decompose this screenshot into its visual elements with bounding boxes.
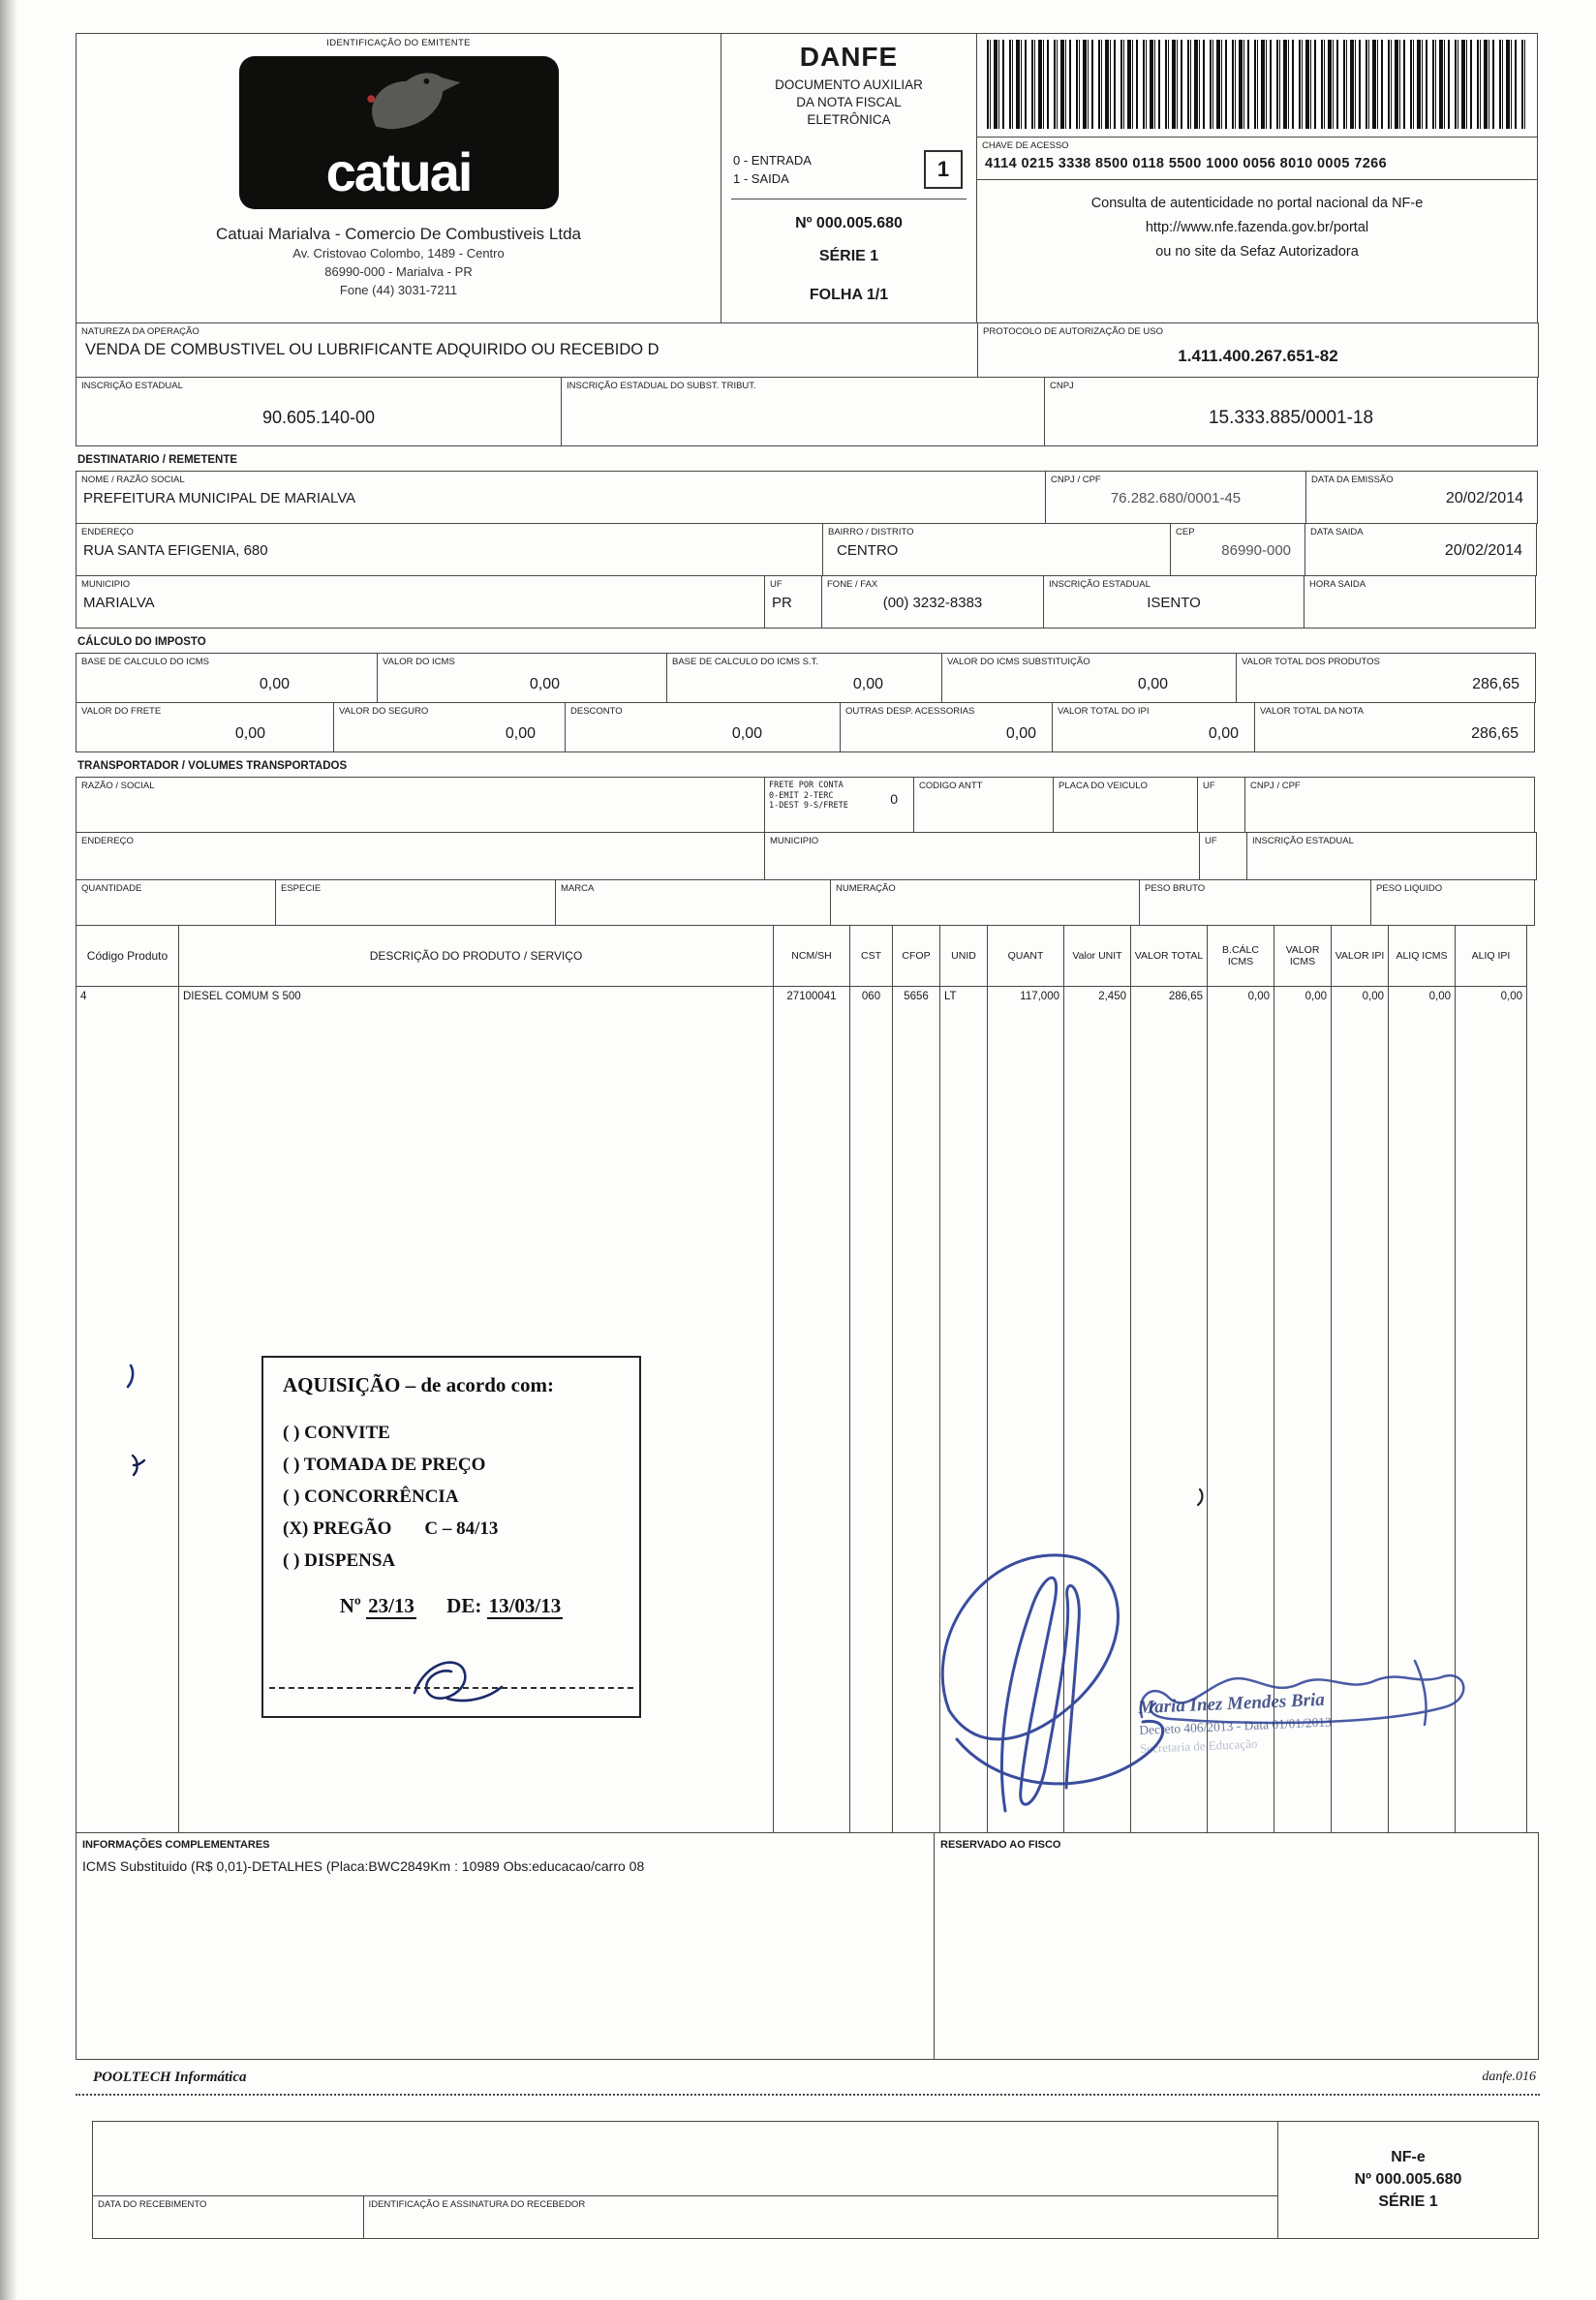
col-header-valor-unit: Valor UNIT xyxy=(1063,925,1131,987)
nfe-serie: SÉRIE 1 xyxy=(818,248,879,264)
natureza-operacao-cell xyxy=(76,322,978,378)
valor-total-nota-cell xyxy=(1254,702,1535,752)
transportador-endereco-label: ENDEREÇO xyxy=(81,836,134,846)
destinatario-endereco-cell xyxy=(76,523,823,576)
barcode xyxy=(987,40,1527,129)
transportador-row2 xyxy=(76,832,1540,880)
produto-valor-unit: 2,450 xyxy=(1063,986,1131,1833)
produto-unid: LT xyxy=(939,986,988,1833)
transportador-razao-value xyxy=(77,791,764,797)
cnpj-emitente-value: 15.333.885/0001-18 xyxy=(1208,408,1374,428)
transportador-ie-label: INSCRIÇÃO ESTADUAL xyxy=(1252,836,1354,846)
outras-despesas-label: OUTRAS DESP. ACESSORIAS xyxy=(845,706,975,717)
natureza-label: NATUREZA DA OPERAÇÃO xyxy=(81,326,200,337)
peso-bruto-cell xyxy=(1139,879,1371,926)
base-calculo-st-cell xyxy=(666,653,942,703)
inscricao-estadual-label: INSCRIÇÃO ESTADUAL xyxy=(81,381,183,391)
bairro-value: CENTRO xyxy=(837,542,899,559)
stamp-option-dispensa: ( ) DISPENSA xyxy=(283,1550,396,1571)
destinatario-ie-value: ISENTO xyxy=(1147,595,1201,611)
emitente-address: Av. Cristovao Colombo, 1489 - Centro xyxy=(292,246,505,261)
transportador-ie-cell xyxy=(1246,832,1537,880)
reservado-fisco-cell xyxy=(934,1832,1539,2060)
data-saida-value: 20/02/2014 xyxy=(1444,542,1522,559)
catuai-logo xyxy=(239,56,559,209)
stub-bottom-row xyxy=(93,2195,1277,2238)
produto-bcalc-icms: 0,00 xyxy=(1207,986,1274,1833)
protocolo-value: 1.411.400.267.651-82 xyxy=(1178,347,1338,365)
protocolo-cell xyxy=(977,322,1539,378)
aquisicao-stamp-title: AQUISIÇÃO – de acordo com: xyxy=(283,1373,554,1396)
valor-total-nota-value: 286,65 xyxy=(1471,725,1519,742)
col-header-cfop: CFOP xyxy=(892,925,940,987)
data-emissao-label: DATA DA EMISSÃO xyxy=(1311,475,1394,485)
base-calculo-icms-value: 0,00 xyxy=(259,676,290,692)
desconto-value: 0,00 xyxy=(731,725,762,742)
reservado-fisco-label: RESERVADO AO FISCO xyxy=(940,1839,1061,1851)
entrada-saida-block xyxy=(731,150,967,199)
stamp-numero-value: 23/13 xyxy=(368,1594,414,1617)
data-saida-cell xyxy=(1304,523,1537,576)
entrada-label: 0 - ENTRADA xyxy=(733,153,812,168)
saida-label: 1 - SAIDA xyxy=(733,171,789,186)
destinatario-endereco-label: ENDEREÇO xyxy=(81,527,134,537)
transportador-uf2-value xyxy=(1200,846,1246,852)
stub-nfe-box xyxy=(1277,2121,1539,2239)
valor-total-nota-label: VALOR TOTAL DA NOTA xyxy=(1260,706,1364,717)
stub-left-box xyxy=(92,2121,1278,2239)
marca-label: MARCA xyxy=(561,883,595,894)
natureza-value: VENDA DE COMBUSTIVEL OU LUBRIFICANTE ADQUIRIDO OU RECEBIDO D xyxy=(85,341,660,358)
especie-label: ESPECIE xyxy=(281,883,322,894)
inscricao-subst-cell xyxy=(561,377,1045,446)
software-credit: POOLTECH Informática xyxy=(93,2070,247,2085)
numeracao-cell xyxy=(830,879,1140,926)
col-header-descricao: DESCRIÇÃO DO PRODUTO / SERVIÇO xyxy=(178,925,774,987)
col-header-cst: CST xyxy=(849,925,893,987)
quantidade-cell xyxy=(76,879,276,926)
municipio-value: MARIALVA xyxy=(83,595,155,611)
assinatura-recebedor-cell xyxy=(364,2196,1277,2238)
bairro-label: BAIRRO / DISTRITO xyxy=(828,527,914,537)
danfe-title-box xyxy=(721,33,977,323)
col-header-unid: UNID xyxy=(939,925,988,987)
valor-total-ipi-label: VALOR TOTAL DO IPI xyxy=(1058,706,1150,717)
produto-ncm: 27100041 xyxy=(773,986,850,1833)
stub-nfe-serie: SÉRIE 1 xyxy=(1378,2193,1438,2210)
produto-quant: 117,000 xyxy=(987,986,1064,1833)
produto-aliq-icms: 0,00 xyxy=(1388,986,1456,1833)
valor-icms-value: 0,00 xyxy=(529,676,560,692)
inscricao-estadual-value: 90.605.140-00 xyxy=(261,408,376,427)
produto-valor-ipi: 0,00 xyxy=(1331,986,1389,1833)
col-header-valor-total: VALOR TOTAL xyxy=(1130,925,1208,987)
numeracao-value xyxy=(831,894,1139,900)
peso-liquido-label: PESO LIQUIDO xyxy=(1376,883,1443,894)
nfe-portal-url: http://www.nfe.fazenda.gov.br/portal xyxy=(1145,220,1369,235)
col-header-quant: QUANT xyxy=(987,925,1064,987)
transportador-municipio-cell xyxy=(764,832,1200,880)
transportador-ie-value xyxy=(1247,846,1536,852)
peso-bruto-value xyxy=(1140,894,1370,900)
placa-veiculo-label: PLACA DO VEICULO xyxy=(1059,781,1148,791)
peso-liquido-value xyxy=(1371,894,1534,900)
data-emissao-value: 20/02/2014 xyxy=(1445,490,1523,506)
scan-edge-artifact xyxy=(0,0,17,2300)
valor-icms-cell xyxy=(377,653,667,703)
destinatario-cnpj-cell xyxy=(1045,471,1306,524)
base-calculo-icms-cell xyxy=(76,653,378,703)
valor-total-ipi-cell xyxy=(1052,702,1255,752)
transportador-razao-cell xyxy=(76,777,765,833)
data-saida-label: DATA SAIDA xyxy=(1310,527,1364,537)
danfe-title: DANFE xyxy=(799,42,899,72)
stub-blank-area xyxy=(93,2122,1277,2195)
col-header-aliq-icms: ALIQ ICMS xyxy=(1388,925,1456,987)
transportador-uf2-label: UF xyxy=(1205,836,1217,846)
transportador-row3 xyxy=(76,879,1540,926)
emitente-phone: Fone (44) 3031-7211 xyxy=(339,283,458,297)
marca-cell xyxy=(555,879,831,926)
stamp-initials-signature xyxy=(387,1650,513,1710)
valor-total-produtos-value: 286,65 xyxy=(1472,676,1519,692)
transportador-uf1-cell xyxy=(1197,777,1245,833)
tipo-operacao-box: 1 xyxy=(924,150,963,189)
fone-cell xyxy=(821,575,1044,629)
chave-acesso-value: 4114 0215 3338 8500 0118 5500 1000 0056 8010 0005 7266 xyxy=(985,156,1388,171)
imposto-row1 xyxy=(76,653,1540,703)
valor-total-ipi-value: 0,00 xyxy=(1208,725,1239,742)
data-recebimento-cell xyxy=(93,2196,364,2238)
produto-valor-total: 286,65 xyxy=(1130,986,1208,1833)
stamp-option-convite: ( ) CONVITE xyxy=(283,1423,390,1443)
destinatario-row1 xyxy=(76,471,1540,524)
produto-cfop: 5656 xyxy=(892,986,940,1833)
data-emissao-cell xyxy=(1305,471,1538,524)
col-header-valor-icms: VALOR ICMS xyxy=(1274,925,1332,987)
logo-wordmark: catuai xyxy=(325,141,472,202)
transportador-municipio-label: MUNICIPIO xyxy=(770,836,819,846)
frete-label-line3: 1-DEST 9-S/FRETE xyxy=(769,801,848,811)
base-calculo-st-label: BASE DE CALCULO DO ICMS S.T. xyxy=(672,657,818,667)
transportador-endereco-cell xyxy=(76,832,765,880)
inscricao-subst-label: INSCRIÇÃO ESTADUAL DO SUBST. TRIBUT. xyxy=(567,381,756,391)
transportador-municipio-value xyxy=(765,846,1199,852)
carimbo-nome: Maria Inez Mendes Bria xyxy=(1137,1689,1326,1719)
danfe-subtitle-line2: DA NOTA FISCAL xyxy=(796,95,902,109)
produto-valor-icms: 0,00 xyxy=(1274,986,1332,1833)
informacoes-row xyxy=(76,1832,1540,2060)
transportador-uf2-cell xyxy=(1199,832,1247,880)
valor-frete-cell xyxy=(76,702,334,752)
cnpj-emitente-label: CNPJ xyxy=(1050,381,1074,391)
informacoes-complementares-text: ICMS Substituido (R$ 0,01)-DETALHES (Placa:BWC2849Km : 10989 Obs:educacao/carro 08 xyxy=(82,1858,645,1874)
stub-nfe-title: NF-e xyxy=(1391,2149,1426,2165)
fone-label: FONE / FAX xyxy=(827,579,878,590)
uf-label: UF xyxy=(770,579,783,590)
layout-code: danfe.016 xyxy=(1482,2070,1536,2084)
cep-cell xyxy=(1170,523,1305,576)
transportador-row1 xyxy=(76,777,1540,833)
valor-total-produtos-cell xyxy=(1236,653,1536,703)
col-header-bcalc-icms: B.CÁLC ICMS xyxy=(1207,925,1274,987)
destinatario-ie-cell xyxy=(1043,575,1304,629)
emitente-box xyxy=(76,33,721,323)
assinatura-recebedor-label: IDENTIFICAÇÃO E ASSINATURA DO RECEBEDOR xyxy=(368,2199,586,2210)
pregao-numero: C – 84/13 xyxy=(424,1518,499,1539)
consulta-line1: Consulta de autenticidade no portal nacional da NF-e xyxy=(1090,196,1424,211)
peso-liquido-cell xyxy=(1370,879,1535,926)
frete-por-conta-value: 0 xyxy=(890,791,898,807)
frete-por-conta-cell xyxy=(764,777,914,833)
inscricao-estadual-cell xyxy=(76,377,562,446)
stamp-option-tomada-preco: ( ) TOMADA DE PREÇO xyxy=(283,1455,486,1475)
destinatario-nome-value: PREFEITURA MUNICIPAL DE MARIALVA xyxy=(83,490,356,506)
fone-value: (00) 3232-8383 xyxy=(882,595,983,611)
carimbo-decreto: Decreto 406/2013 - Data 01/01/2013 xyxy=(1138,1714,1333,1738)
nfe-numero: Nº 000.005.680 xyxy=(795,215,903,231)
outras-despesas-value: 0,00 xyxy=(1005,725,1036,742)
valor-frete-value: 0,00 xyxy=(234,725,265,742)
desconto-label: DESCONTO xyxy=(570,706,623,717)
inscricao-subst-value xyxy=(562,405,1044,411)
destinatario-nome-cell xyxy=(76,471,1046,524)
destinatario-section-title: DESTINATARIO / REMETENTE xyxy=(77,454,238,466)
print-credits xyxy=(76,2070,1540,2086)
frete-label-line1: FRETE POR CONTA xyxy=(769,781,844,790)
header-row xyxy=(76,33,1540,323)
valor-icms-subst-value: 0,00 xyxy=(1137,676,1168,692)
col-header-aliq-ipi: ALIQ IPI xyxy=(1455,925,1527,987)
produtos-header-row xyxy=(76,925,1540,987)
uf-value: PR xyxy=(772,595,792,611)
marca-value xyxy=(556,894,830,900)
hora-saida-label: HORA SAIDA xyxy=(1309,579,1366,590)
imposto-section-title: CÁLCULO DO IMPOSTO xyxy=(77,636,206,648)
transportador-endereco-value xyxy=(77,846,764,852)
destinatario-ie-label: INSCRIÇÃO ESTADUAL xyxy=(1049,579,1151,590)
hora-saida-cell xyxy=(1304,575,1536,629)
cep-label: CEP xyxy=(1176,527,1195,537)
hora-saida-value xyxy=(1304,590,1535,596)
destinatario-row3 xyxy=(76,575,1540,629)
chave-acesso-box xyxy=(977,137,1537,180)
danfe-subtitle-line3: ELETRÔNICA xyxy=(807,112,891,127)
produto-aliq-ipi: 0,00 xyxy=(1455,986,1527,1833)
natureza-row xyxy=(76,322,1540,378)
numeracao-label: NUMERAÇÃO xyxy=(836,883,896,894)
danfe-document xyxy=(76,33,1540,2239)
emitente-name: Catuai Marialva - Comercio De Combustiveis Ltda xyxy=(216,225,581,243)
municipio-label: MUNICIPIO xyxy=(81,579,131,590)
especie-value xyxy=(276,894,555,900)
col-header-ncm: NCM/SH xyxy=(773,925,850,987)
transportador-cnpj-value xyxy=(1245,791,1534,797)
destinatario-nome-label: NOME / RAZÃO SOCIAL xyxy=(81,475,185,485)
transportador-section-title: TRANSPORTADOR / VOLUMES TRANSPORTADOS xyxy=(77,760,348,772)
emitente-box-label: IDENTIFICAÇÃO DO EMITENTE xyxy=(326,38,471,48)
informacoes-complementares-cell xyxy=(76,1832,935,2060)
especie-cell xyxy=(275,879,556,926)
protocolo-label: PROTOCOLO DE AUTORIZAÇÃO DE USO xyxy=(983,326,1163,337)
emitente-city: 86990-000 - Marialva - PR xyxy=(324,264,473,279)
barcode-area xyxy=(977,34,1537,137)
aquisicao-stamp-box xyxy=(261,1356,641,1718)
base-calculo-icms-label: BASE DE CALCULO DO ICMS xyxy=(81,657,209,667)
valor-icms-subst-label: VALOR DO ICMS SUBSTITUIÇÃO xyxy=(947,657,1090,667)
data-recebimento-label: DATA DO RECEBIMENTO xyxy=(98,2199,207,2210)
destinatario-cnpj-label: CNPJ / CPF xyxy=(1051,475,1101,485)
transportador-razao-label: RAZÃO / SOCIAL xyxy=(81,781,155,791)
nfe-folha: FOLHA 1/1 xyxy=(809,287,889,303)
codigo-antt-value xyxy=(914,791,1053,797)
informacoes-complementares-label: INFORMAÇÕES COMPLEMENTARES xyxy=(82,1839,270,1851)
chave-acesso-label: CHAVE DE ACESSO xyxy=(982,140,1069,151)
carimbo-secretaria: Secretaria de Educação xyxy=(1139,1735,1258,1757)
stamp-data-value: 13/03/13 xyxy=(488,1594,562,1617)
quantidade-label: QUANTIDADE xyxy=(81,883,142,894)
produto-codigo: 4 xyxy=(76,986,179,1833)
transportador-cnpj-cell xyxy=(1244,777,1535,833)
inscricoes-row xyxy=(76,377,1540,446)
codigo-antt-label: CODIGO ANTT xyxy=(919,781,983,791)
base-calculo-st-value: 0,00 xyxy=(852,676,883,692)
municipio-cell xyxy=(76,575,765,629)
produto-descricao: DIESEL COMUM S 500 xyxy=(178,986,774,1833)
codigo-antt-cell xyxy=(913,777,1054,833)
produto-cst: 060 xyxy=(849,986,893,1833)
chave-acesso-column xyxy=(976,33,1538,323)
transportador-uf1-label: UF xyxy=(1203,781,1215,791)
col-header-valor-ipi: VALOR IPI xyxy=(1331,925,1389,987)
valor-icms-label: VALOR DO ICMS xyxy=(383,657,455,667)
col-header-codigo: Código Produto xyxy=(76,925,179,987)
stamp-numero-data-line: Nº 23/13 DE: 13/03/13 xyxy=(339,1594,562,1617)
produtos-body-area xyxy=(76,986,1540,1833)
valor-frete-label: VALOR DO FRETE xyxy=(81,706,162,717)
imposto-row2 xyxy=(76,702,1540,752)
placa-veiculo-value xyxy=(1054,791,1197,797)
danfe-subtitle xyxy=(731,77,967,129)
destinatario-endereco-value: RUA SANTA EFIGENIA, 680 xyxy=(83,542,268,559)
danfe-subtitle-line1: DOCUMENTO AUXILIAR xyxy=(775,77,923,92)
valor-seguro-cell xyxy=(333,702,566,752)
destinatario-row2 xyxy=(76,523,1540,576)
cep-value: 86990-000 xyxy=(1221,542,1291,559)
bairro-cell xyxy=(822,523,1171,576)
valor-total-produtos-label: VALOR TOTAL DOS PRODUTOS xyxy=(1242,657,1380,667)
valor-seguro-label: VALOR DO SEGURO xyxy=(339,706,429,717)
destinatario-cnpj-value: 76.282.680/0001-45 xyxy=(1110,490,1242,506)
toucan-bird-icon xyxy=(341,66,467,139)
consulta-autenticidade xyxy=(977,180,1537,264)
cut-line xyxy=(76,2094,1540,2096)
uf-cell xyxy=(764,575,822,629)
stub-nfe-numero: Nº 000.005.680 xyxy=(1354,2171,1462,2188)
entrada-saida-labels xyxy=(733,151,812,188)
placa-veiculo-cell xyxy=(1053,777,1198,833)
stamp-option-pregao: (X) PREGÃO C – 84/13 xyxy=(283,1518,499,1539)
receipt-stub xyxy=(76,2121,1540,2239)
stamp-option-concorrencia: ( ) CONCORRÊNCIA xyxy=(283,1487,459,1507)
valor-seguro-value: 0,00 xyxy=(505,725,536,742)
consulta-line3: ou no site da Sefaz Autorizadora xyxy=(1155,244,1359,260)
cnpj-emitente-cell xyxy=(1044,377,1538,446)
peso-bruto-label: PESO BRUTO xyxy=(1145,883,1206,894)
transportador-uf1-value xyxy=(1198,791,1244,797)
frete-label-line2: 0-EMIT 2-TERC xyxy=(769,790,834,801)
transportador-cnpj-label: CNPJ / CPF xyxy=(1250,781,1301,791)
desconto-cell xyxy=(565,702,841,752)
outras-despesas-cell xyxy=(840,702,1053,752)
valor-icms-subst-cell xyxy=(941,653,1237,703)
quantidade-value xyxy=(77,894,275,900)
